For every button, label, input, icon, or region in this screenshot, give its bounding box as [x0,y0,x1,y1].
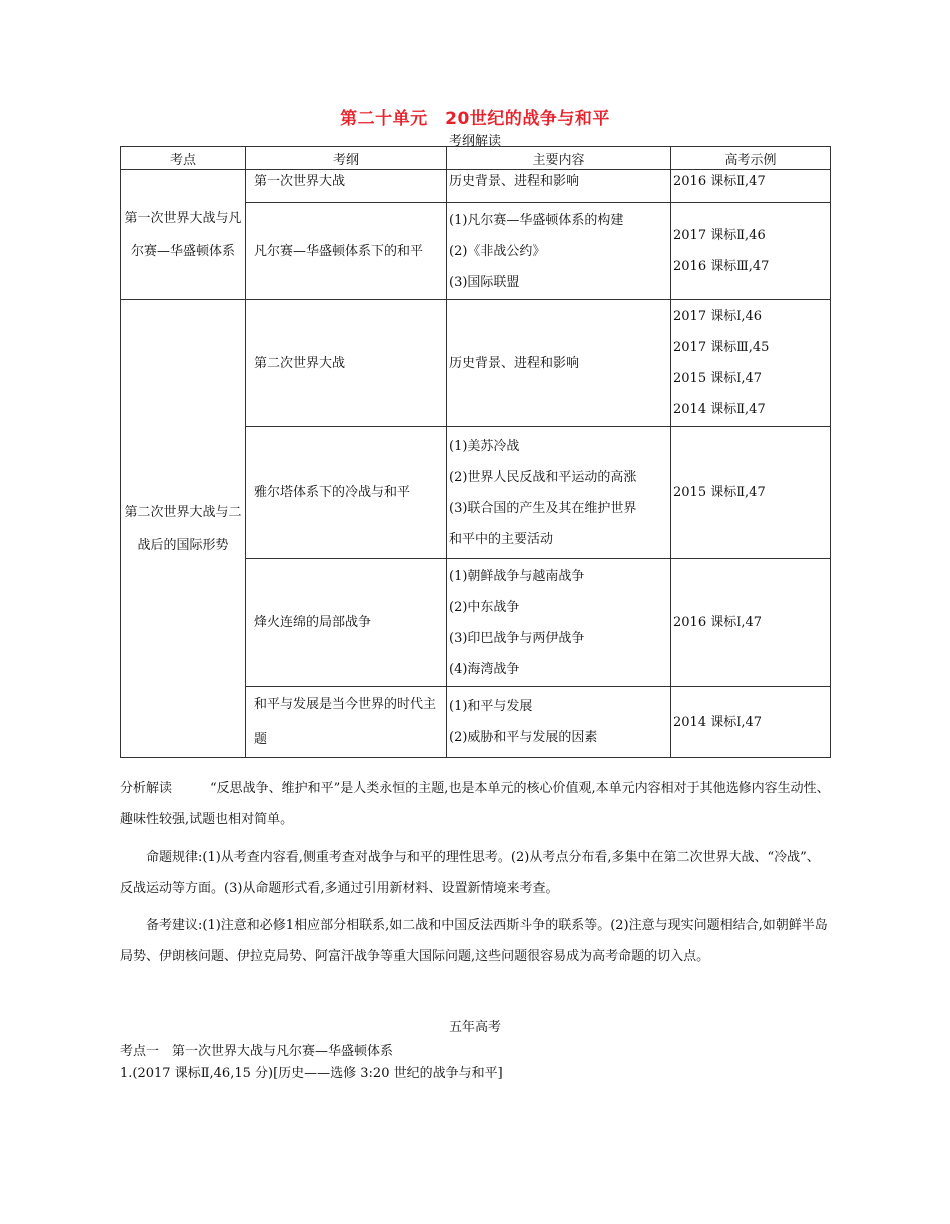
content-line: 历史背景、进程和影响 [449,355,580,371]
rules-paragraph: 命题规律:(1)从考查内容看,侧重考查对战争与和平的理性思考。(2)从考点分布看,多集中在第二次世界大战、“冷战”、反战运动等方面。(3)从命题形式看,多通过引用新材料、设置新情境来考查。 [120,850,820,896]
content-cell [447,170,671,203]
kaogang-cell: 烽火连绵的局部战争 [246,559,447,687]
examples-cell [671,203,831,300]
content-line: (1)凡尔赛—华盛顿体系的构建 [449,212,624,228]
content-line: (1)美苏冷战 [449,438,520,454]
syllabus-heading: 考纲解读 [448,134,501,149]
content-line: (2)中东战争 [449,599,520,615]
kaogang-cell: 和平与发展是当今世界的时代主题 [246,687,447,758]
content-line: 和平中的主要活动 [449,531,554,547]
examples-cell [671,300,831,427]
header-kaodian: 考点 [121,147,246,170]
kaogang-cell: 第二次世界大战 [246,300,447,427]
kaodian-cell: 第一次世界大战与凡尔赛—华盛顿体系 [121,170,246,300]
analysis-paragraph [120,773,832,835]
kaogang-cell: 第一次世界大战 [246,170,447,203]
examples-cell [671,687,831,758]
content-line: 历史背景、进程和影响 [449,174,580,189]
analysis-text: “反思战争、维护和平”是人类永恒的主题,也是本单元的核心价值观,本单元内容相对于其他选修内容生动性、趣味性较强,试题也相对简单。 [120,781,830,827]
content-line: (2)威胁和平与发展的因素 [449,730,598,745]
header-kaogang: 考纲 [246,147,447,170]
content-line: (2)《非战公约》 [449,243,546,259]
content-cell [447,687,671,758]
content-line: (3)印巴战争与两伊战争 [449,630,585,646]
content-line: (1)和平与发展 [449,699,533,714]
table-row [121,170,831,203]
advice-paragraph: 备考建议:(1)注意和必修1相应部分相联系,如二战和中国反法西斯斗争的联系等。(2)注意与现实问题相结合,如朝鲜半岛局势、伊朗核问题、伊拉克局势、阿富汗战争等重大国际问题,这些问题很容易成为高考命题的切入点。 [120,918,828,964]
question-one: 1.(2017 课标Ⅱ,46,15 分)[历史——选修 3:20 世纪的战争与和平] [120,1066,503,1081]
content-cell [447,559,671,687]
examples-cell [671,170,831,203]
example-line: 2016 课标Ⅱ,47 [673,174,766,189]
syllabus-table [120,146,831,758]
example-line: 2016 课标Ⅲ,47 [673,259,770,274]
content-line: (3)国际联盟 [449,274,520,290]
kaodian-one-heading: 考点一 第一次世界大战与凡尔赛—华盛顿体系 [120,1044,394,1059]
table-row [121,300,831,427]
example-line: 2015 课标Ⅱ,47 [673,485,766,500]
example-line: 2016 课标Ⅰ,47 [673,615,763,630]
content-line: (2)世界人民反战和平运动的高涨 [449,469,637,485]
header-content: 主要内容 [447,147,671,170]
content-line: (4)海湾战争 [449,661,520,677]
header-examples: 高考示例 [671,147,831,170]
table-header-row [121,147,831,170]
analysis-label: 分析解读 [120,781,173,796]
content-line: (3)联合国的产生及其在维护世界 [449,500,637,516]
examples-cell [671,427,831,559]
kaodian-cell: 第二次世界大战与二战后的国际形势 [121,300,246,758]
example-line: 2015 课标Ⅰ,47 [673,371,763,386]
examples-cell [671,559,831,687]
content-line: (1)朝鲜战争与越南战争 [449,568,585,584]
example-line: 2017 课标Ⅱ,46 [673,228,766,243]
content-cell [447,300,671,427]
content-cell [447,427,671,559]
five-years-heading: 五年高考 [448,1020,501,1035]
example-line: 2017 课标Ⅲ,45 [673,340,770,355]
page-title: 第二十单元 20世纪的战争与和平 [340,109,610,129]
example-line: 2014 课标Ⅰ,47 [673,714,763,730]
example-line: 2014 课标Ⅱ,47 [673,402,766,417]
example-line: 2017 课标Ⅰ,46 [673,309,763,324]
content-cell [447,203,671,300]
kaogang-cell: 雅尔塔体系下的冷战与和平 [246,427,447,559]
kaogang-cell: 凡尔赛—华盛顿体系下的和平 [246,203,447,300]
